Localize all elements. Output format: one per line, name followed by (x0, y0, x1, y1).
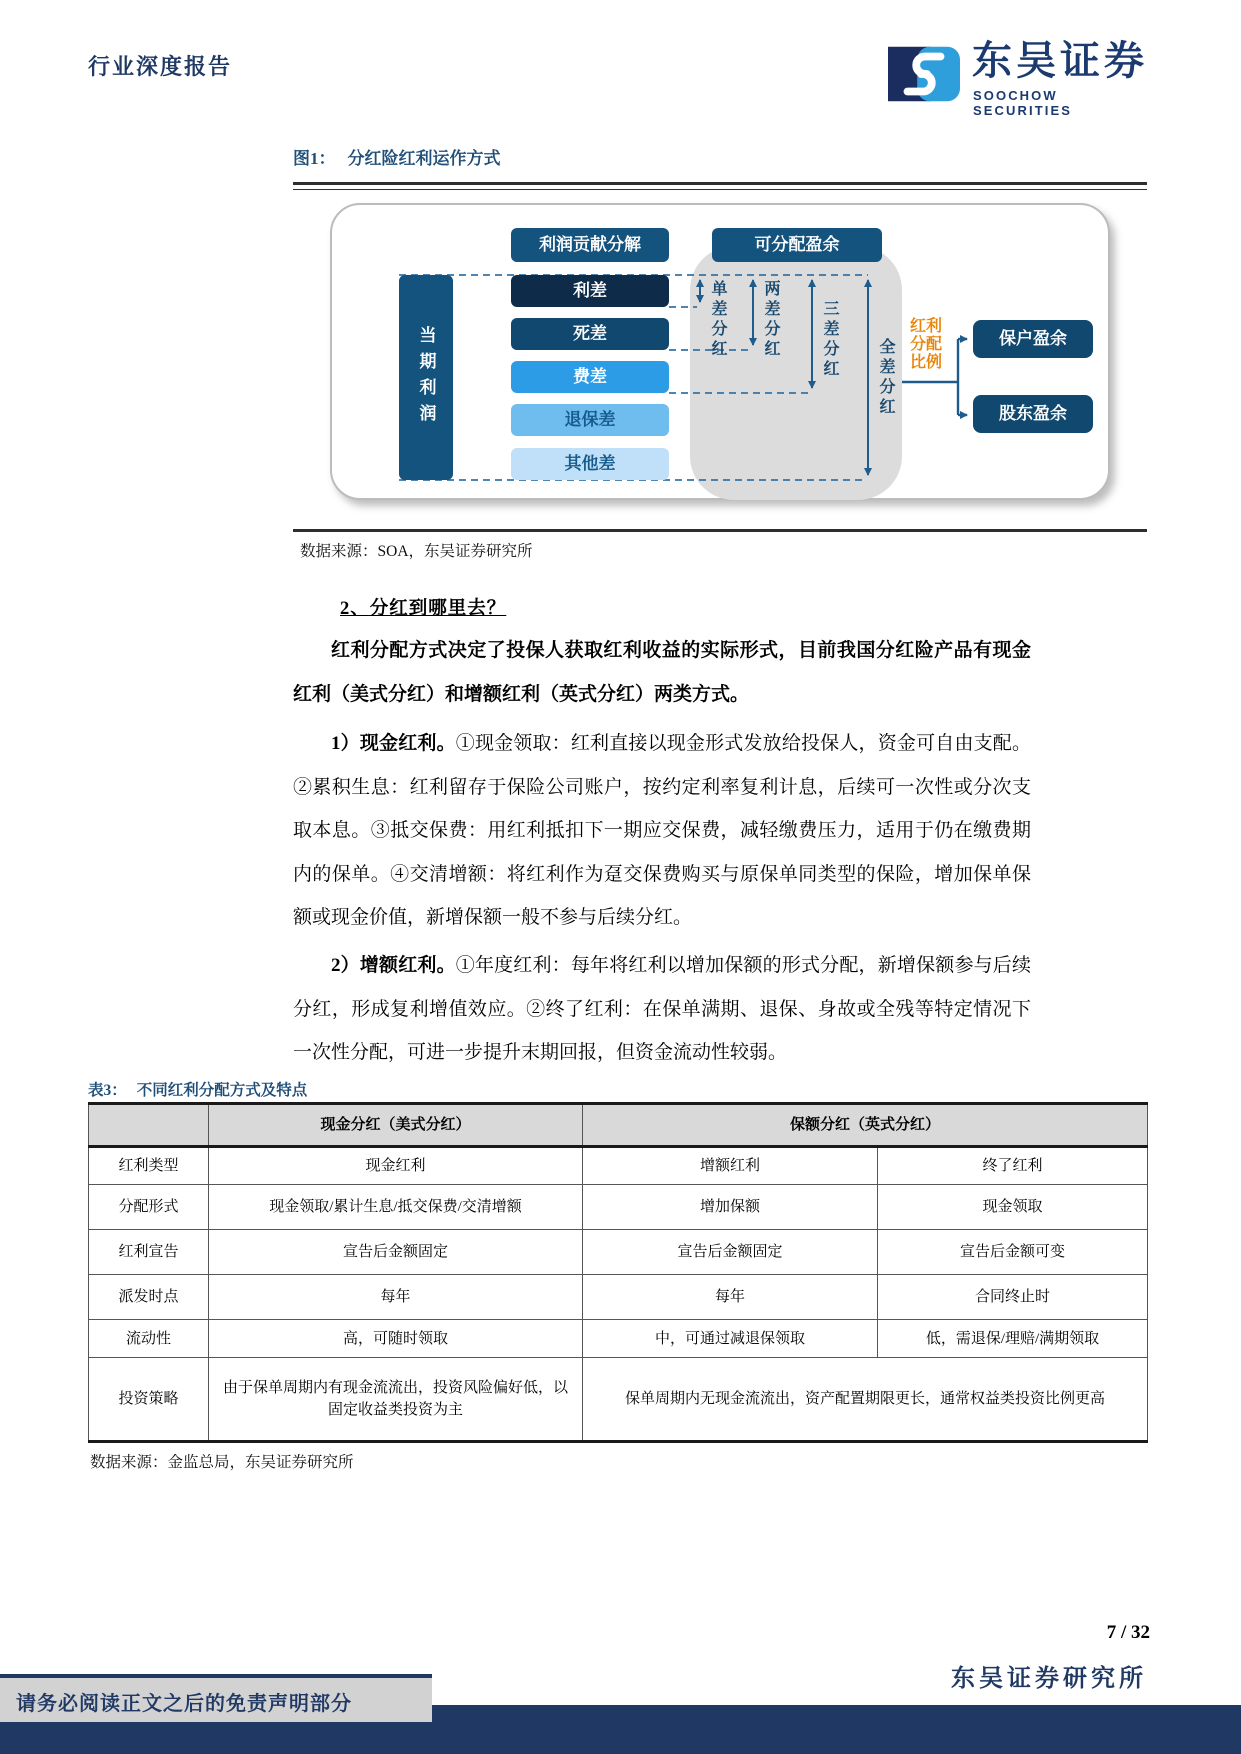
table-cell: 保单周期内无现金流流出，资产配置期限更长，通常权益类投资比例更高 (583, 1358, 1148, 1442)
table-header-row (89, 1104, 1148, 1147)
table-title-text: 不同红利分配方式及特点 (136, 1082, 308, 1099)
report-type-label: 行业深度报告 (88, 54, 233, 79)
brand-name-cn: 东吴证券 (972, 39, 1148, 83)
all-diff-label: 全差分红 (877, 338, 894, 418)
intro-paragraph: 红利分配方式决定了投保人获取红利收益的实际形式，目前我国分红险产品有现金红利（美式分红）和增额红利（英式分红）两类方式。 (293, 640, 1031, 705)
table-row (89, 1275, 1148, 1320)
row-label: 红利宣告 (89, 1230, 209, 1275)
institute-name: 东吴证券研究所 (951, 1666, 1147, 1692)
table-cell: 中，可通过减退保领取 (583, 1320, 878, 1358)
policyholder-surplus-box: 保户盈余 (973, 320, 1093, 358)
table-cell: 终了红利 (878, 1147, 1148, 1185)
spread-diff-box: 利差 (511, 275, 669, 307)
table-cell: 增加保额 (583, 1185, 878, 1230)
table-cell: 宣告后金额固定 (209, 1230, 583, 1275)
table-cell: 每年 (583, 1275, 878, 1320)
table-cell: 低，需退保/理赔/满期领取 (878, 1320, 1148, 1358)
figure-title-text: 分红险红利运作方式 (347, 149, 501, 168)
table-cell: 宣告后金额固定 (583, 1230, 878, 1275)
row-label: 分配形式 (89, 1185, 209, 1230)
table-cell: 宣告后金额可变 (878, 1230, 1148, 1275)
row-label: 红利类型 (89, 1147, 209, 1185)
brand-name-en: SOOCHOW SECURITIES (973, 88, 1073, 118)
row-label: 投资策略 (89, 1358, 209, 1442)
table-cell: 高，可随时领取 (209, 1320, 583, 1358)
disclaimer-box (0, 1674, 432, 1722)
table-cell: 现金领取/累计生息/抵交保费/交清增额 (209, 1185, 583, 1230)
table-row (89, 1320, 1148, 1358)
cash-dividend-paragraph (293, 722, 1031, 940)
three-diff-label: 三差分红 (821, 300, 838, 380)
sum-assured-dividend-paragraph (293, 944, 1031, 1075)
section-heading: 2、分红到哪里去？ (340, 599, 507, 619)
distributable-surplus-header: 可分配盈余 (712, 228, 882, 262)
profit-decomposition-header: 利润贡献分解 (511, 228, 669, 262)
table-row (89, 1358, 1148, 1442)
table-header-empty (89, 1104, 209, 1147)
dividend-comparison-table (88, 1102, 1148, 1443)
table-title (88, 1078, 307, 1100)
table-header-cash: 现金分红（美式分红） (209, 1104, 583, 1147)
sum-assured-dividend-text: ①年度红利：每年将红利以增加保额的形式分配，新增保额参与后续分红，形成复利增值效应。②终了红利：在保单满期、退保、身故或全残等特定情况下一次性分配，可进一步提升末期回报，但资金流动性较弱。 (293, 955, 1031, 1063)
soochow-logo-icon (888, 46, 960, 102)
shareholder-surplus-box: 股东盈余 (973, 395, 1093, 433)
table-cell: 由于保单周期内有现金流流出，投资风险偏好低，以固定收益类投资为主 (209, 1358, 583, 1442)
row-label: 派发时点 (89, 1275, 209, 1320)
table-cell: 合同终止时 (878, 1275, 1148, 1320)
dividend-flow-diagram (293, 192, 1147, 529)
other-diff-box: 其他差 (511, 448, 669, 480)
figure-source: 数据来源：SOA，东吴证券研究所 (300, 543, 533, 560)
table-row (89, 1147, 1148, 1185)
sum-assured-dividend-lead: 2）增额红利。 (331, 955, 456, 976)
brand-logo (888, 39, 1156, 118)
expense-diff-box: 费差 (511, 361, 669, 393)
figure-title (293, 144, 501, 169)
cash-dividend-text: ①现金领取：红利直接以现金形式发放给投保人，资金可自由支配。②累积生息：红利留存于保险公司账户，按约定利率复利计息，后续可一次性或分次支取本息。③抵交保费：用红利抵扣下一期应交保费，减轻缴费压力，适用于仍在缴费期内的保单。④交清增额：将红利作为趸交保费购买与原保单同类型的保险，增加保单保额或现金价值，新增保额一般不参与后续分红。 (293, 733, 1031, 928)
figure-top-rule (293, 182, 1147, 190)
mortality-diff-box: 死差 (511, 318, 669, 350)
cash-dividend-lead: 1）现金红利。 (331, 733, 456, 754)
single-diff-label: 单差分红 (709, 280, 726, 360)
figure-bottom-rule (293, 529, 1147, 532)
dividend-ratio-label: 红利分配比例 (910, 318, 943, 371)
surrender-diff-box: 退保差 (511, 404, 669, 436)
table-header-sum-assured: 保额分红（英式分红） (583, 1104, 1148, 1147)
table-cell: 每年 (209, 1275, 583, 1320)
table-row (89, 1185, 1148, 1230)
page-number: 7 / 32 (1106, 1622, 1150, 1643)
table-row (89, 1230, 1148, 1275)
current-profit-box: 当期利润 (399, 275, 453, 480)
table-number: 表3： (88, 1082, 127, 1099)
table-cell: 现金红利 (209, 1147, 583, 1185)
table-cell: 现金领取 (878, 1185, 1148, 1230)
table-cell: 增额红利 (583, 1147, 878, 1185)
disclaimer-text: 请务必阅读正文之后的免责声明部分 (16, 1693, 352, 1715)
figure-number: 图1： (293, 149, 336, 168)
two-diff-label: 两差分红 (762, 280, 779, 360)
table-source: 数据来源：金监总局，东吴证券研究所 (90, 1454, 354, 1471)
row-label: 流动性 (89, 1320, 209, 1358)
